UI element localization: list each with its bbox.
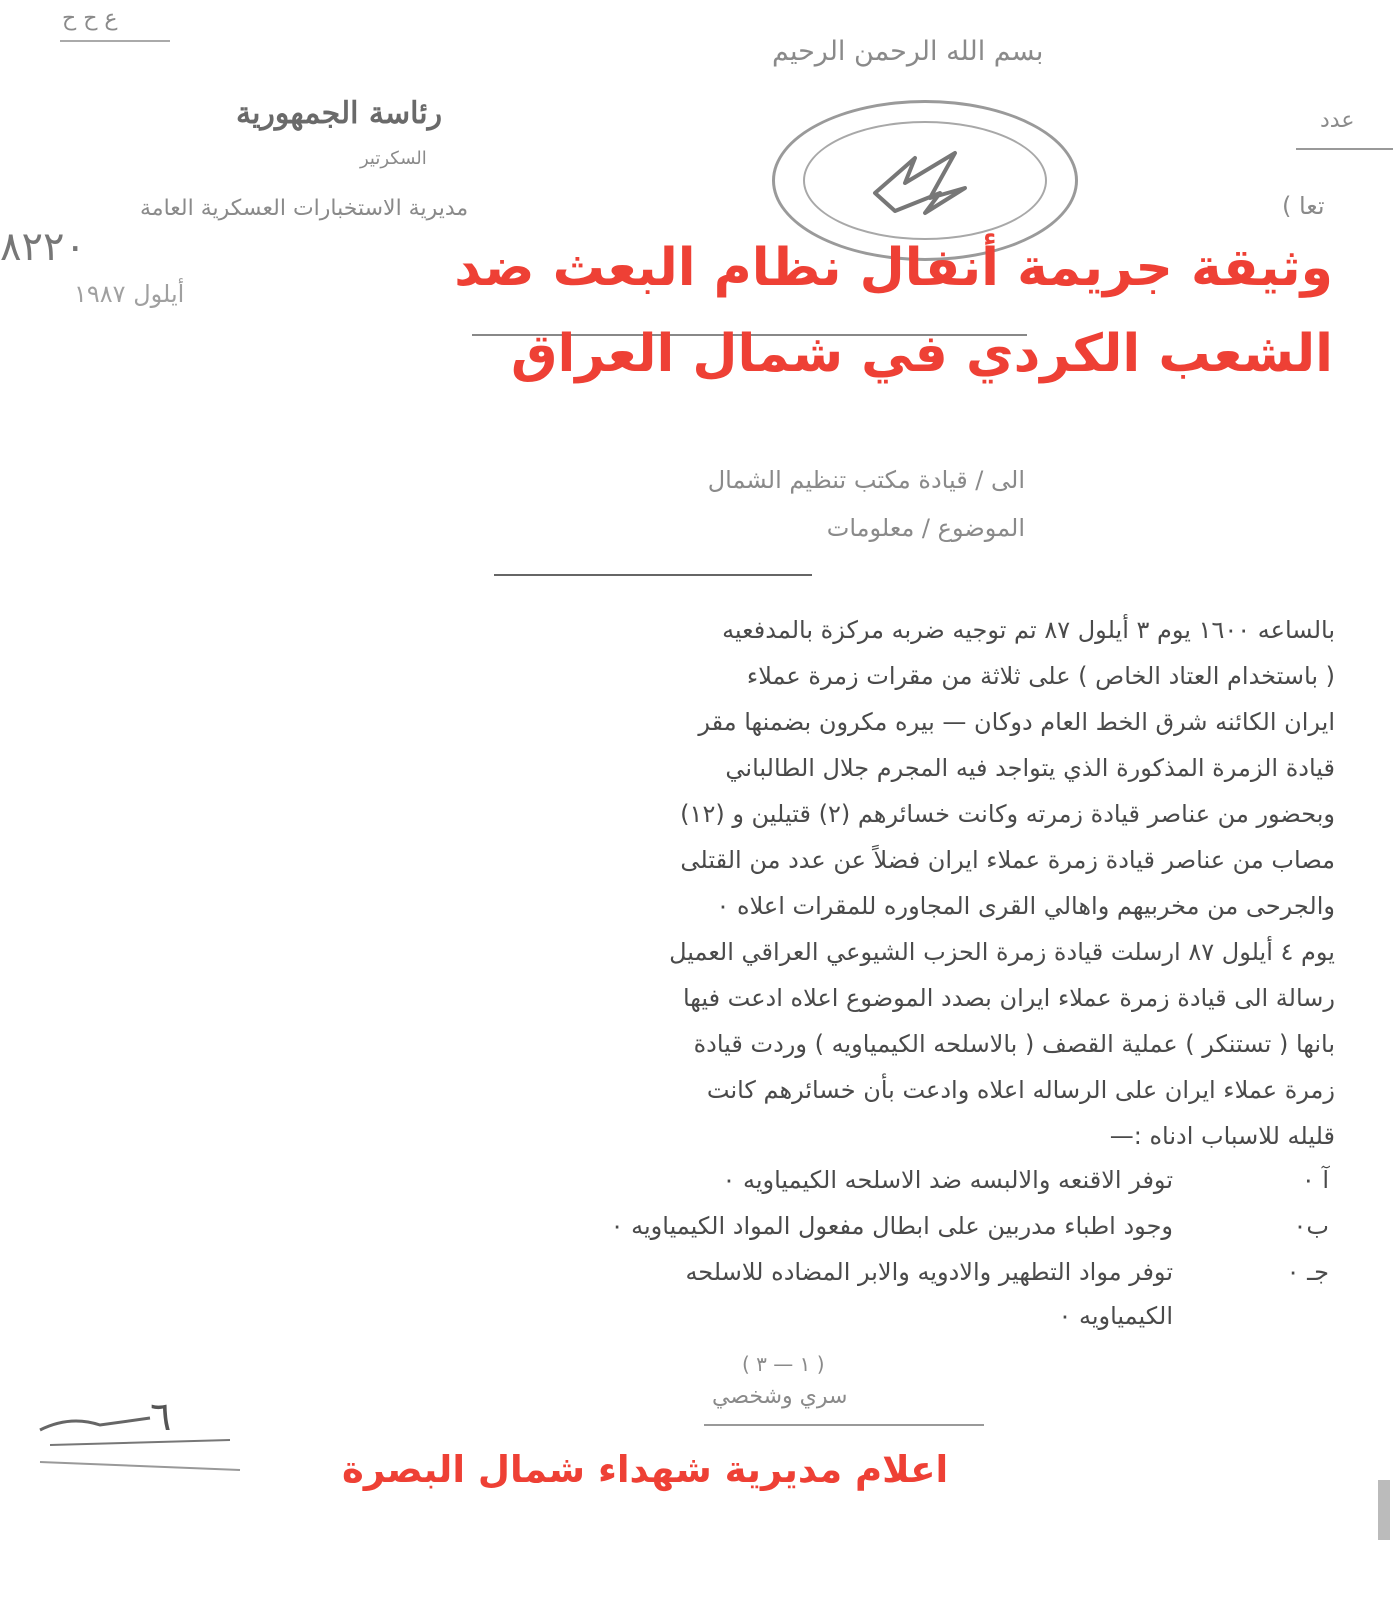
right-edge-fragment-1: عدد — [1320, 108, 1355, 133]
basmala: بسم الله الرحمن الرحيم — [772, 36, 1044, 67]
body-line: قيادة الزمرة المذكورة الذي يتواجد فيه المجرم جلال الطالباني — [725, 754, 1335, 782]
subject-underline — [494, 574, 812, 576]
secretary-label: السكرتير — [360, 148, 427, 169]
list-item: توفر الاقنعه والالبسه ضد الاسلحه الكيمياويه ۰ — [722, 1166, 1173, 1194]
scan-edge — [1378, 1480, 1390, 1540]
copy-count: ( ١ — ٣ ) — [742, 1352, 825, 1376]
body-line: بالساعه ١٦٠٠ يوم ٣ أيلول ٨٧ تم توجيه ضربه مركزة بالمدفعيه — [722, 616, 1335, 644]
list-marker: جـ ۰ — [1286, 1258, 1329, 1286]
address-subject: الموضوع / معلومات — [826, 514, 1025, 542]
body-line: يوم ٤ أيلول ٨٧ ارسلت قيادة زمرة الحزب الشيوعي العراقي العميل — [669, 938, 1335, 966]
document-number: ٨٢٢٠ — [0, 224, 86, 270]
body-line: رسالة الى قيادة زمرة عملاء ايران بصدد الموضوع اعلاه ادعت فيها — [682, 984, 1335, 1012]
body-line: بانها ( تستنكر ) عملية القصف ( بالاسلحه الكيمياويه ) وردت قيادة — [693, 1030, 1335, 1058]
presidency-heading: رئاسة الجمهورية — [236, 96, 443, 131]
top-left-rule — [60, 40, 170, 42]
official-seal — [772, 100, 1078, 261]
seal-emblem-icon — [805, 123, 1045, 238]
right-edge-fragment-2: تعا ) — [1282, 192, 1325, 220]
footer-credit: اعلام مديرية شهداء شمال البصرة — [342, 1448, 949, 1491]
overlay-title-line-1: وثيقة جريمة أنفال نظام البعث ضد — [454, 238, 1333, 298]
body-line: زمرة عملاء ايران على الرساله اعلاه وادعت بأن خسائرهم كانت — [706, 1076, 1335, 1104]
list-marker: آ ۰ — [1301, 1166, 1329, 1194]
top-left-fragment: ع ح ح — [62, 6, 118, 31]
body-line: مصاب من عناصر قيادة زمرة عملاء ايران فضلاً عن عدد من القتلى — [680, 846, 1335, 874]
address-to: الى / قيادة مكتب تنظيم الشمال — [707, 466, 1025, 494]
handwritten-mark: ٦ — [150, 1394, 172, 1440]
list-continuation: الكيمياويه ۰ — [1058, 1302, 1173, 1330]
body-line: قليله للاسباب ادناه :— — [1109, 1122, 1335, 1150]
body-line: ( باستخدام العتاد الخاص ) على ثلاثة من مقرات زمرة عملاء — [746, 662, 1335, 690]
body-line: والجرحى من مخربيهم واهالي القرى المجاوره للمقرات اعلاه ۰ — [716, 892, 1335, 920]
handwritten-scribble-icon — [30, 1400, 250, 1480]
list-item: توفر مواد التطهير والادويه والابر المضاده للاسلحه — [685, 1258, 1173, 1286]
seal-inner-ring — [803, 121, 1047, 240]
body-line: وبحضور من عناصر قيادة زمرته وكانت خسائرهم (٢) قتيلين و (١٢) — [680, 800, 1335, 828]
overlay-title-line-2: الشعب الكردي في شمال العراق — [510, 324, 1333, 384]
body-line: ايران الكائنه شرق الخط العام دوكان — بيره مكرون بضمنها مقر — [698, 708, 1335, 736]
right-edge-rule — [1296, 148, 1393, 150]
signature-rule — [704, 1424, 984, 1426]
document-date: أيلول ١٩٨٧ — [74, 280, 185, 308]
list-marker: ب۰ — [1293, 1212, 1329, 1240]
list-item: وجود اطباء مدربين على ابطال مفعول المواد الكيمياويه ۰ — [610, 1212, 1173, 1240]
directorate-label: مديرية الاستخبارات العسكرية العامة — [140, 196, 469, 221]
signature-note: سري وشخصي — [712, 1384, 848, 1409]
